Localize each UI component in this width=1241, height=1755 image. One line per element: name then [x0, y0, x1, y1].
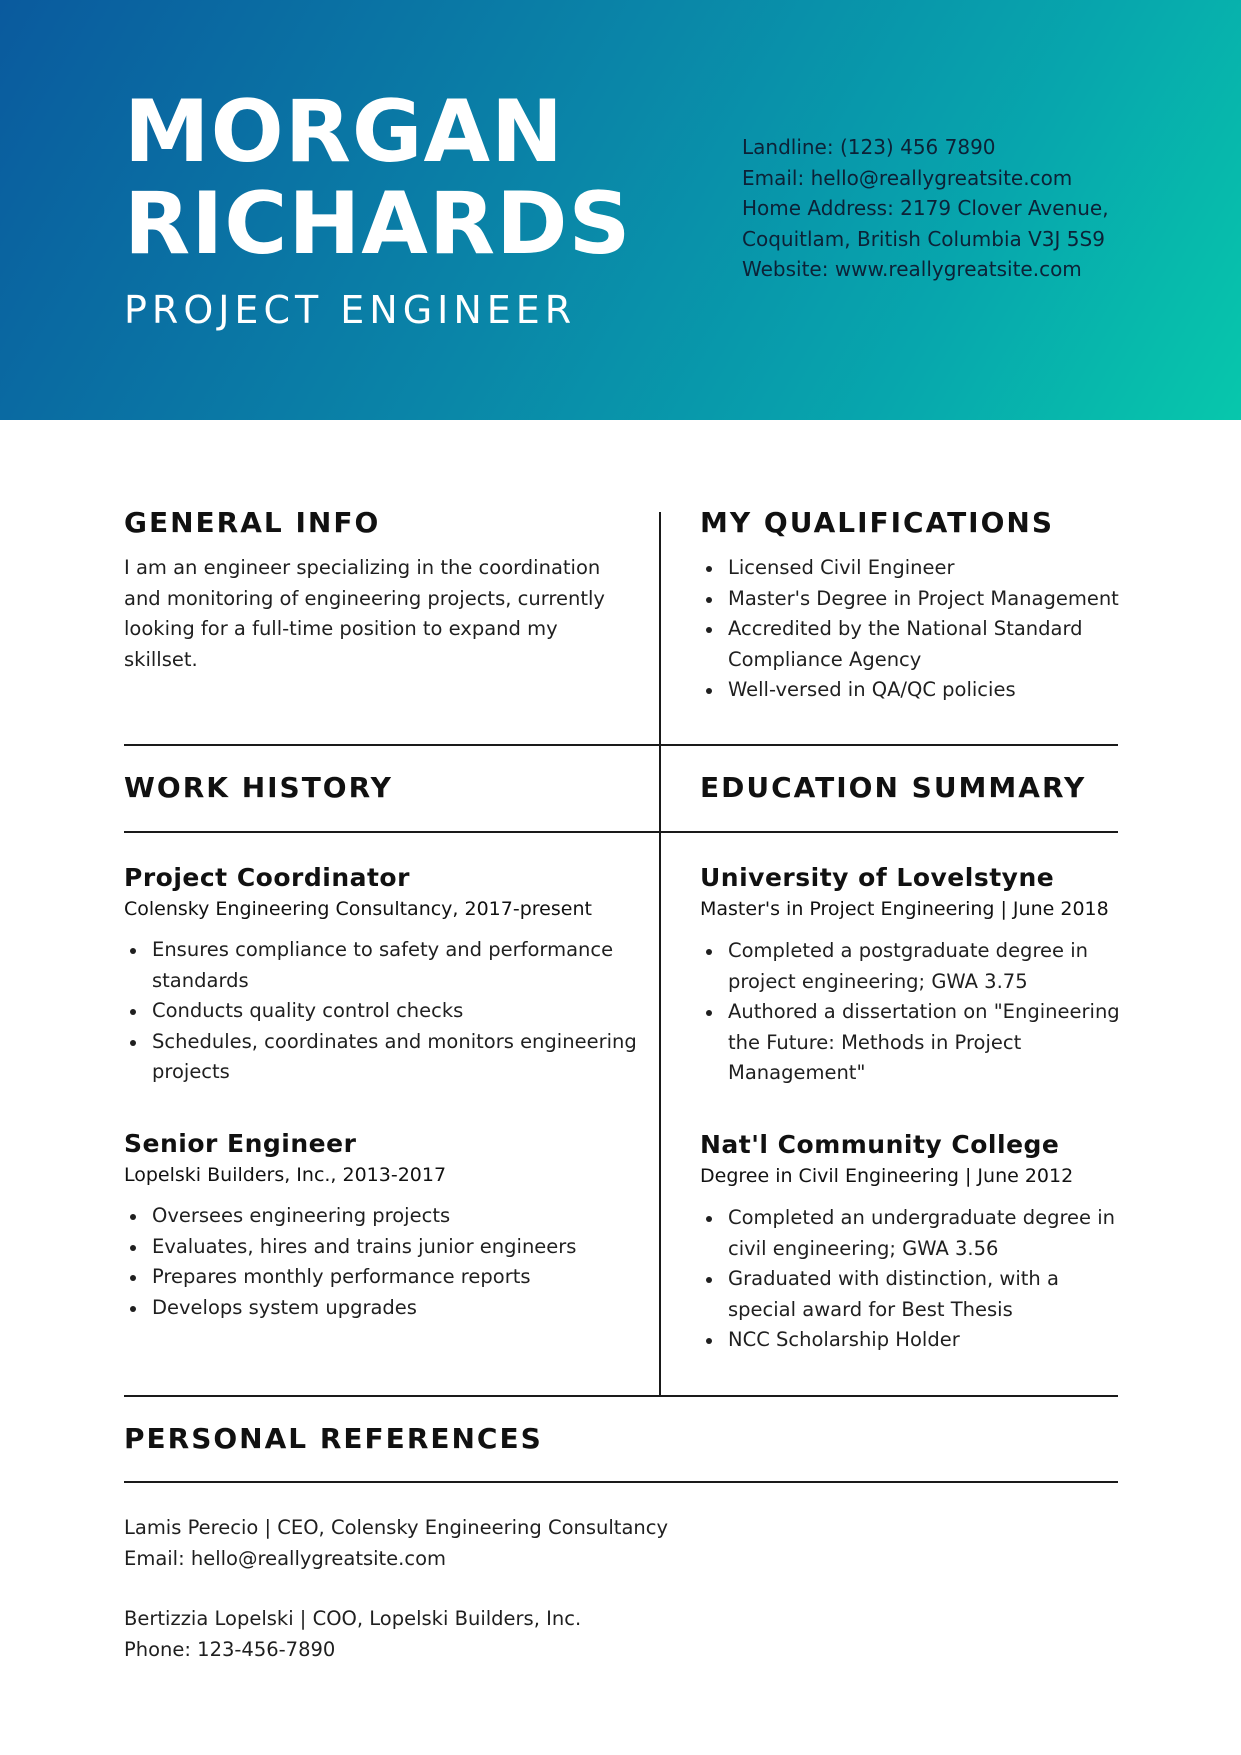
contact-email: Email: hello@reallygreatsite.com — [742, 165, 1073, 190]
list-item: Completed an undergraduate degree in civil engineering; GWA 3.56 — [700, 1203, 1120, 1264]
reference-name: Lamis Perecio | CEO, Colensky Engineering Consultancy — [124, 1516, 669, 1539]
list-item: Schedules, coordinates and monitors engineering projects — [124, 1027, 644, 1088]
general-info-text: I am an engineer specializing in the coordination and monitoring of engineering projects, currently looking for a full-time position to expand my skillset. — [124, 556, 605, 671]
list-item: Ensures compliance to safety and performance standards — [124, 935, 644, 996]
qualifications-list — [700, 553, 1120, 706]
section-title-qualifications: MY QUALIFICATIONS — [700, 506, 1055, 539]
list-item: Develops system upgrades — [124, 1293, 644, 1324]
section-title-education: EDUCATION SUMMARY — [700, 771, 1087, 804]
list-item: Well-versed in QA/QC policies — [700, 675, 1120, 706]
job-duties-list — [124, 935, 644, 1088]
school-name: Nat'l Community College — [700, 1130, 1060, 1159]
school-name: University of Lovelstyne — [700, 863, 1055, 892]
section-title-references: PERSONAL REFERENCES — [124, 1422, 543, 1455]
name-last: RICHARDS — [124, 174, 632, 274]
job-duties-list — [124, 1201, 644, 1323]
list-item: Master's Degree in Project Management — [700, 584, 1120, 615]
job-employer: Colensky Engineering Consultancy, 2017-present — [124, 898, 592, 920]
job-title: Project Coordinator — [124, 863, 410, 892]
school-details-list — [700, 1203, 1120, 1356]
contact-website: Website: www.reallygreatsite.com — [742, 257, 1082, 281]
list-item: NCC Scholarship Holder — [700, 1325, 1120, 1356]
divider-line — [124, 831, 1118, 833]
list-item: Conducts quality control checks — [124, 996, 644, 1027]
list-item: Completed a postgraduate degree in project engineering; GWA 3.75 — [700, 936, 1120, 997]
divider-line — [124, 1481, 1118, 1483]
list-item: Oversees engineering projects — [124, 1201, 644, 1232]
list-item: Accredited by the National Standard Compliance Agency — [700, 614, 1120, 675]
section-title-general-info: GENERAL INFO — [124, 506, 381, 539]
school-degree: Degree in Civil Engineering | June 2012 — [700, 1165, 1074, 1187]
name-first: MORGAN — [124, 82, 565, 182]
school-degree: Master's in Project Engineering | June 2018 — [700, 898, 1109, 920]
reference-entry — [124, 1513, 668, 1574]
list-item: Prepares monthly performance reports — [124, 1262, 644, 1293]
contact-landline: Landline: (123) 456 7890 — [742, 135, 996, 159]
list-item: Authored a dissertation on "Engineering the Future: Methods in Project Management" — [700, 997, 1120, 1089]
reference-contact: Email: hello@reallygreatsite.com — [124, 1546, 447, 1570]
candidate-name — [124, 82, 632, 274]
list-item: Graduated with distinction, with a special award for Best Thesis — [700, 1264, 1120, 1325]
school-details-list — [700, 936, 1120, 1089]
column-divider — [659, 512, 661, 1395]
job-title: Senior Engineer — [124, 1129, 357, 1158]
list-item: Licensed Civil Engineer — [700, 553, 1120, 584]
divider-line — [124, 1395, 1118, 1397]
section-title-work-history: WORK HISTORY — [124, 771, 393, 804]
job-role: PROJECT ENGINEER — [124, 288, 577, 332]
contact-address-line1: Home Address: 2179 Clover Avenue, — [742, 196, 1109, 220]
reference-contact: Phone: 123-456-7890 — [124, 1637, 336, 1661]
reference-entry — [124, 1604, 581, 1665]
reference-name: Bertizzia Lopelski | COO, Lopelski Builders, Inc. — [124, 1607, 582, 1630]
job-employer: Lopelski Builders, Inc., 2013-2017 — [124, 1164, 447, 1186]
contact-address-line2: Coquitlam, British Columbia V3J 5S9 — [742, 226, 1105, 251]
list-item: Evaluates, hires and trains junior engineers — [124, 1232, 644, 1263]
contact-info — [742, 132, 1212, 285]
header-banner — [0, 0, 1241, 420]
divider-line — [124, 744, 1118, 746]
